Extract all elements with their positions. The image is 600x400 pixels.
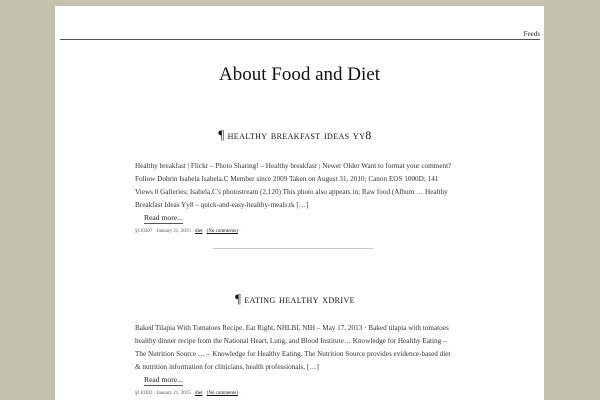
post-meta <box>135 390 455 398</box>
post-excerpt <box>135 160 455 225</box>
post-meta <box>135 228 455 236</box>
meta-separator: · <box>192 229 194 234</box>
post-title[interactable] <box>135 128 455 144</box>
post-id: §110302 <box>135 391 153 396</box>
meta-separator: · <box>153 391 156 396</box>
meta-separator: · <box>203 229 206 234</box>
post-title[interactable] <box>135 292 455 308</box>
post-healthy-breakfast <box>135 128 455 236</box>
post-eating-healthy <box>135 292 455 398</box>
meta-separator: · <box>203 391 206 396</box>
comments-link[interactable]: (No comments) <box>206 229 238 234</box>
post-excerpt <box>135 322 455 387</box>
meta-separator: · <box>239 229 241 234</box>
read-more-link[interactable]: Read more... <box>144 375 183 384</box>
top-bar <box>60 30 540 40</box>
meta-separator: · <box>153 229 156 234</box>
site-title: About Food and Diet <box>219 64 380 85</box>
meta-separator: · <box>239 391 241 396</box>
post-title-text[interactable]: healthy breakfast ideas yy8 <box>227 128 372 142</box>
post-excerpt-text: Healthy breakfast | Flickr – Photo Sharing! – Healthy breakfast ; Newer Older Want to format your comment? Follow Dobrin Isabela Isabela.C Member since 2009 Taken on August 31, 2010; Canon EOS 1000D; 141 Views 0 Galleries; Isabela.C's photostream (2,120) This photo also appears in; Raw food (Album … Healthy Breakfast Ideas Yy8 – quick-and-easy-healthy-meals.tk […] <box>135 162 452 209</box>
read-more-link[interactable]: Read more... <box>144 213 183 222</box>
post-date: January 21, 2015 <box>156 391 191 396</box>
feeds-link[interactable]: Feeds <box>523 30 540 38</box>
post-title-text[interactable]: eating healthy xdrive <box>244 292 355 306</box>
category-link[interactable]: diet <box>194 391 203 396</box>
page-container <box>55 6 544 400</box>
pilcrow-icon[interactable]: ¶ <box>235 291 242 306</box>
pilcrow-icon[interactable]: ¶ <box>218 127 225 142</box>
post-date: January 21, 2015 <box>156 229 191 234</box>
post-excerpt-text: Baked Tilapia With Tomatoes Recipe, Eat Right, NHLBI, NIH – May 17, 2013 · Baked tilapia with tomatoes healthy dinner recipe from the National Heart, Lung, and Blood Institute… Knowledge for Healthy Eating – The Nutrition Source … – Knowledge for Healthy Eating. The Nutrition Source provides evidence-based diet & nutrition information for clinicians, health professionals, […] <box>135 324 451 371</box>
post-divider <box>213 248 373 249</box>
post-id: §110307 <box>135 229 153 234</box>
category-link[interactable]: diet <box>194 229 203 234</box>
meta-separator: · <box>192 391 194 396</box>
comments-link[interactable]: (No comments) <box>206 391 238 396</box>
